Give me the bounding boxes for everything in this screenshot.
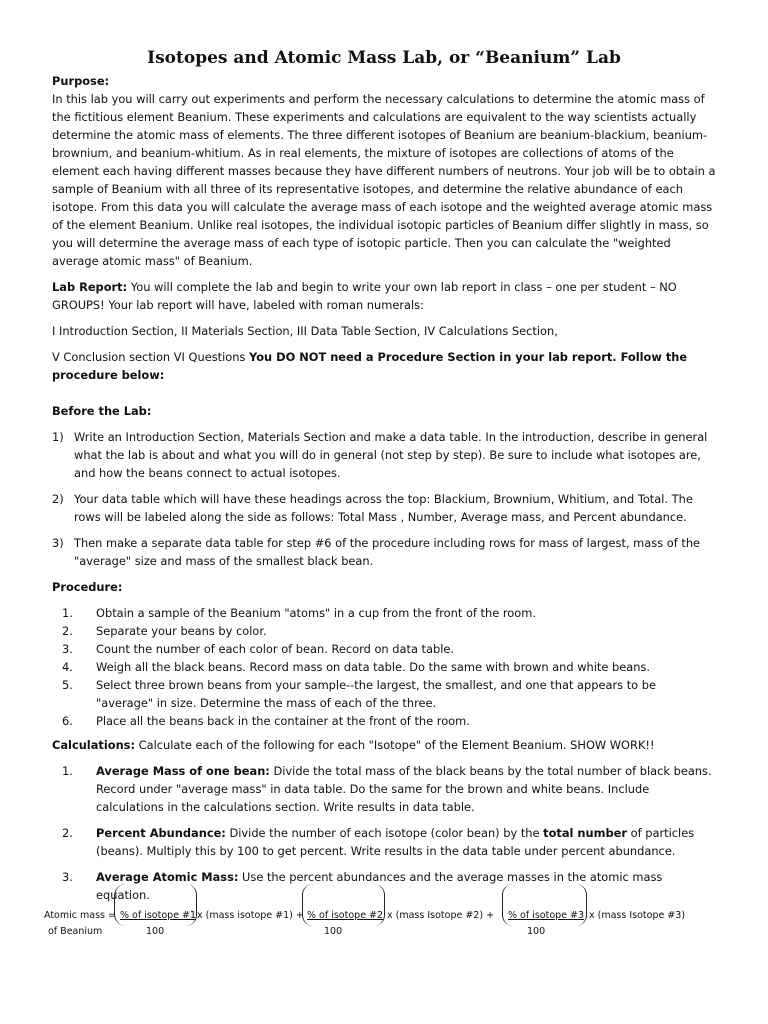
item-bold-label: Percent Abundance: <box>96 826 226 840</box>
list-item <box>52 658 712 676</box>
item-text: Place all the beans back in the container at the front of the room. <box>96 714 470 728</box>
list-item <box>52 604 712 622</box>
formula-den-2: 100 <box>324 926 343 937</box>
item-number: 2. <box>62 624 73 638</box>
item-number: 3. <box>62 870 73 884</box>
list-item <box>52 762 712 816</box>
item-number: 6. <box>62 714 73 728</box>
calculations-intro <box>52 736 720 754</box>
item-text: Select three brown beans from your sample--the largest, the smallest, and one that appears to be "average" in size. Determine the mass of each of the three. <box>96 678 656 710</box>
item-text: Obtain a sample of the Beanium "atoms" in a cup from the front of the room. <box>96 606 536 620</box>
item-number: 1. <box>62 764 73 778</box>
purpose-body: In this lab you will carry out experiments and perform the necessary calculations to determine the atomic mass of the fictitious element Beanium. These experiments and calculations are equivalent to the way scientists actually determine the atomic mass of elements. The three different isotopes of Beanium are beanium-blackium, beanium- brownium, and beanium-whitium. As in real elements, the mixture of isotopes are collections of atoms of the element each having different masses because they have different numbers of neutrons. Your job will be to obtain a sample of Beanium with all three of its representative isotopes, and determine the relative abundance of each isotope. From this data you will calculate the average mass of each isotope and the weighted average atomic mass of the element Beanium. Unlike real isotopes, the individual isotopic particles of Beanium differ slightly in mass, so you will determine the average mass of each type of isotopic particle. Then you can calculate the "weighted average atomic mass" of Beanium. <box>52 92 716 268</box>
item-number: 5. <box>62 678 73 692</box>
report-sections-line-2-text: V Conclusion section VI Questions <box>52 350 250 364</box>
item-number: 3) <box>52 536 64 550</box>
item-text: Weigh all the black beans. Record mass on data table. Do the same with brown and white beans. <box>96 660 650 674</box>
list-item <box>52 676 712 712</box>
item-number: 2) <box>52 492 64 506</box>
report-sections-line-1: I Introduction Section, II Materials Section, III Data Table Section, IV Calculations Section, <box>52 324 558 338</box>
item-text: Write an Introduction Section, Materials Section and make a data table. In the introduction, describe in general what the lab is about and what you will do in general (not step by step). Be sure to include what isotopes are, and how the beans connect to actual isotopes. <box>74 430 708 480</box>
formula-mass-2: x (mass Isotope #2) + <box>387 910 495 921</box>
purpose-heading: Purpose: <box>52 74 110 88</box>
item-text: Your data table which will have these headings across the top: Blackium, Brownium, Whitium, and Total. The rows will be labeled along the side as follows: Total Mass , Number, Average mass, and Percent abundance. <box>74 492 693 524</box>
formula-mass-3: x (mass Isotope #3) <box>589 910 686 921</box>
procedure-heading: Procedure: <box>52 580 123 594</box>
report-sections-line-2 <box>52 348 720 384</box>
lab-report-body: You will complete the lab and begin to write your own lab report in class – one per student – NO GROUPS! Your lab report will have, labeled with roman numerals: <box>52 280 677 312</box>
item-number: 4. <box>62 660 73 674</box>
page-title: Isotopes and Atomic Mass Lab, or “Beanium” Lab <box>147 48 621 68</box>
lab-report-section <box>52 278 720 314</box>
procedure-note: You DO NOT need a Procedure Section in your lab report. Follow the procedure below: <box>52 350 688 382</box>
before-lab-heading: Before the Lab: <box>52 404 152 418</box>
list-item <box>52 490 712 526</box>
list-item <box>52 824 712 860</box>
item-text: Divide the number of each isotope (color bean) by the <box>225 826 544 840</box>
formula-lhs-1: Atomic mass = <box>44 910 116 921</box>
item-text: Divide the total mass of the black beans by the total number of black beans. Record under "average mass" in data table. Do the same for the brown and white beans. Include calculations in the calculations section. Write results in data table. <box>96 764 712 814</box>
formula-lhs-2: of Beanium <box>48 926 103 937</box>
item-number: 1) <box>52 430 64 444</box>
item-text: Then make a separate data table for step #6 of the procedure including rows for mass of largest, mass of the "average" size and mass of the smallest black bean. <box>74 536 701 568</box>
formula-mass-1: x (mass isotope #1) + <box>197 910 304 921</box>
calculations-intro-text: Calculate each of the following for each "Isotope" of the Element Beanium. SHOW WORK!! <box>135 738 655 752</box>
procedure-list <box>52 604 712 730</box>
list-item <box>52 428 712 482</box>
calculations-list <box>52 762 712 904</box>
item-text: Separate your beans by color. <box>96 624 267 638</box>
calculations-heading: Calculations: <box>52 738 136 752</box>
before-lab-list <box>52 428 712 570</box>
item-number: 1. <box>62 606 73 620</box>
item-bold-label: Average Mass of one bean: <box>96 764 270 778</box>
item-text-continued: of particles (beans). Multiply this by 100 to get percent. Write results in the data table under percent abundance. <box>96 826 695 858</box>
formula-den-1: 100 <box>146 926 165 937</box>
item-text: Count the number of each color of bean. Record on data table. <box>96 642 455 656</box>
atomic-mass-formula <box>40 904 740 944</box>
item-number: 2. <box>62 826 73 840</box>
list-item <box>52 712 712 730</box>
purpose-section <box>52 72 720 270</box>
formula-pct-3: % of isotope #3 <box>508 910 585 921</box>
formula-pct-2: % of isotope #2 <box>307 910 384 921</box>
lab-report-heading: Lab Report: <box>52 280 128 294</box>
list-item <box>52 534 712 570</box>
item-number: 3. <box>62 642 73 656</box>
formula-den-3: 100 <box>527 926 546 937</box>
item-bold-label: Average Atomic Mass: <box>96 870 239 884</box>
formula-pct-1: % of isotope #1 <box>120 910 197 921</box>
list-item <box>52 640 712 658</box>
item-text: Use the percent abundances and the average masses in the atomic mass equation. <box>96 870 663 902</box>
list-item <box>52 622 712 640</box>
item-bold-total: total number <box>543 826 628 840</box>
